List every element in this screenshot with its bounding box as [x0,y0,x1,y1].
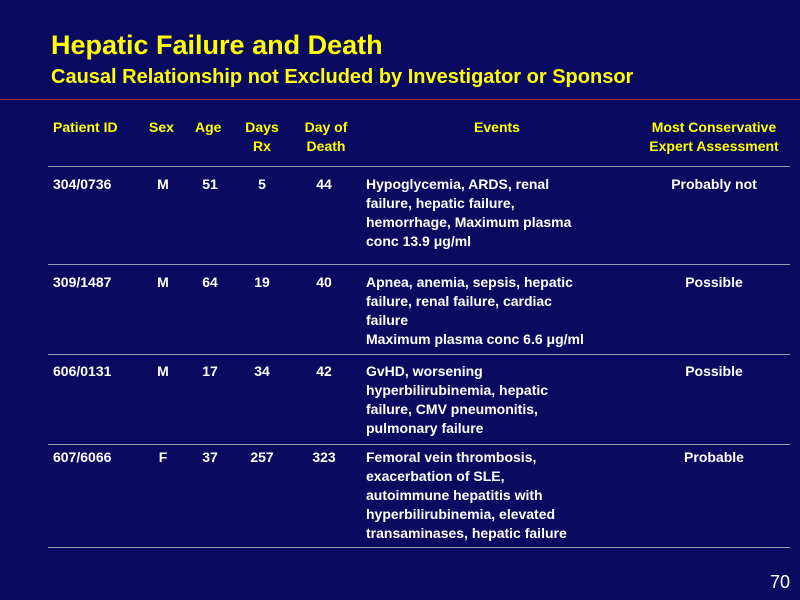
events-line: hemorrhage, Maximum plasma [366,214,572,230]
cell-patient-id: 309/1487 [53,274,112,290]
slide-subtitle: Causal Relationship not Excluded by Investigator or Sponsor [51,66,634,88]
events-line: Hypoglycemia, ARDS, renal [366,176,550,192]
header-patient-id: Patient ID [53,119,118,135]
events-line: pulmonary failure [366,420,484,436]
table-header-row [0,118,800,164]
events-line: Apnea, anemia, sepsis, hepatic [366,274,573,290]
cell-days-rx: 19 [254,274,270,290]
row-rule [48,547,790,548]
events-line: failure, CMV pneumonitis, [366,401,538,417]
cell-events [366,273,584,349]
header-age: Age [195,119,222,135]
cell-age: 64 [202,274,218,290]
cell-events [366,448,567,543]
events-line: transaminases, hepatic failure [366,525,567,541]
cell-day-of-death: 323 [312,449,336,465]
cell-sex: M [157,274,169,290]
cell-age: 17 [202,363,218,379]
events-line: Maximum plasma conc 6.6 μg/ml [366,331,584,347]
cell-age: 37 [202,449,218,465]
cell-days-rx: 257 [250,449,274,465]
title-divider [0,99,800,100]
cell-day-of-death: 42 [316,363,332,379]
cell-sex: M [157,363,169,379]
cell-age: 51 [202,176,218,192]
header-assessment: Most Conservative Expert Assessment [649,119,779,154]
header-rule [48,166,790,167]
cell-assessment: Probably not [671,176,757,192]
header-sex: Sex [149,119,174,135]
cell-assessment: Possible [685,274,743,290]
events-line: GvHD, worsening [366,363,483,379]
header-days-rx: Days Rx [245,119,279,154]
cell-events [366,362,548,438]
slide-title: Hepatic Failure and Death [51,30,383,60]
cell-events [366,175,571,251]
events-line: failure, hepatic failure, [366,195,515,211]
page-number: 70 [769,572,790,592]
events-line: Femoral vein thrombosis, [366,449,537,465]
cell-days-rx: 5 [258,176,266,192]
cell-day-of-death: 44 [316,176,332,192]
cell-sex: M [157,176,169,192]
cell-patient-id: 607/6066 [53,449,112,465]
events-line: hyperbilirubinemia, hepatic [366,382,549,398]
row-rule [48,264,790,265]
row-rule [48,354,790,355]
events-line: exacerbation of SLE, [366,468,505,484]
row-rule [48,444,790,445]
header-events: Events [474,119,520,135]
cell-day-of-death: 40 [316,274,332,290]
cell-patient-id: 606/0131 [53,363,112,379]
cell-assessment: Possible [685,363,743,379]
events-line: failure [366,312,409,328]
cell-patient-id: 304/0736 [53,176,112,192]
events-line: conc 13.9 μg/ml [366,233,472,249]
cell-days-rx: 34 [254,363,270,379]
events-line: hyperbilirubinemia, elevated [366,506,556,522]
cell-sex: F [158,449,168,465]
header-day-of-death: Day of Death [304,119,348,154]
events-line: autoimmune hepatitis with [366,487,543,503]
cell-assessment: Probable [684,449,744,465]
events-line: failure, renal failure, cardiac [366,293,552,309]
